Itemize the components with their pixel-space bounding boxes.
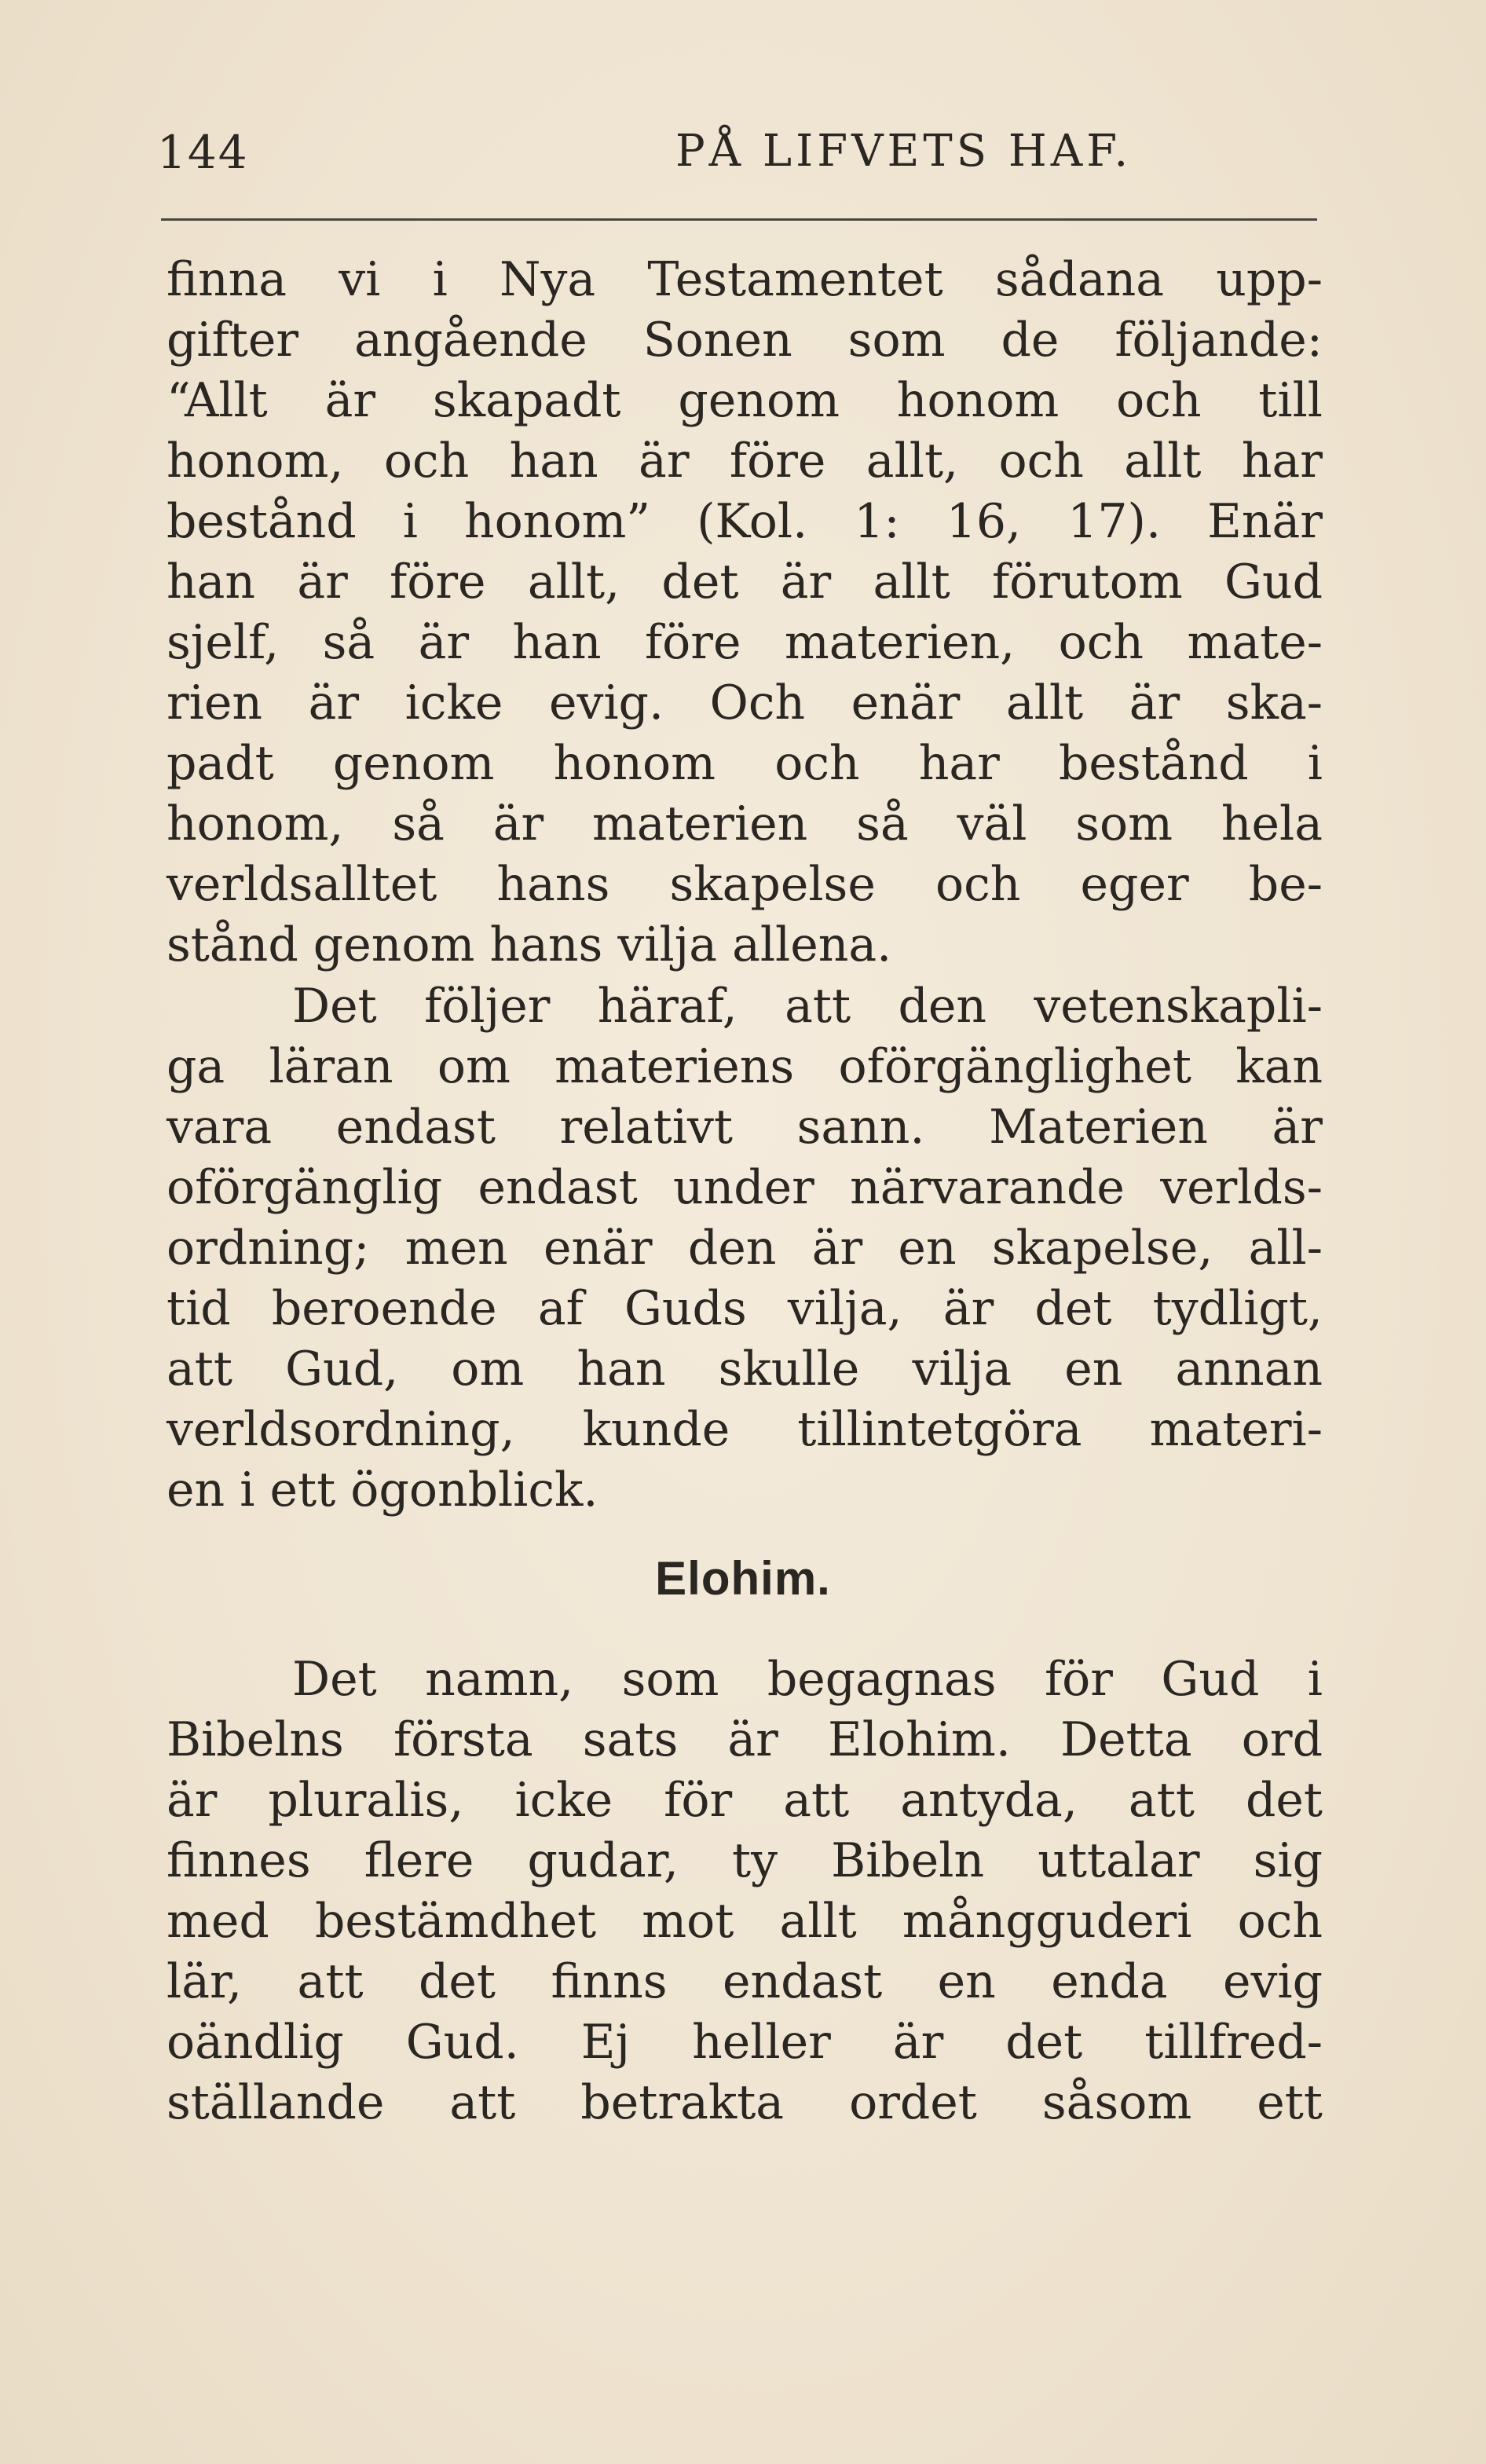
text-line: vara endast relativt sann. Materien är: [167, 1100, 1323, 1155]
text-line: Det följer häraf, att den vetenskapli-: [292, 979, 1323, 1034]
text-line: lär, att det finns endast en enda evig: [167, 1954, 1323, 2009]
text-line: ställande att betrakta ordet såsom ett: [167, 2075, 1323, 2130]
text-line: rien är icke evig. Och enär allt är ska-: [167, 675, 1323, 730]
text-line: sjelf, så är han före materien, och mate-: [167, 615, 1323, 670]
text-line: oförgänglig endast under närvarande verlds-: [167, 1160, 1323, 1215]
text-line: finnes flere gudar, ty Bibeln uttalar sig: [167, 1833, 1323, 1888]
text-line: “Allt är skapadt genom honom och till: [167, 373, 1323, 428]
text-line: finna vi i Nya Testamentet sådana upp-: [167, 252, 1323, 307]
text-line: Bibelns första sats är Elohim. Detta ord: [167, 1712, 1323, 1767]
text-line: ga läran om materiens oförgänglighet kan: [167, 1039, 1323, 1094]
text-line: en i ett ögonblick.: [167, 1463, 598, 1518]
paragraph: [167, 1649, 1323, 2133]
text-line: stånd genom hans vilja allena.: [167, 917, 892, 972]
section-heading: Elohim.: [655, 1552, 831, 1605]
paragraph: [167, 976, 1323, 1521]
text-line: gifter angående Sonen som de följande:: [167, 313, 1323, 368]
text-line: honom, så är materien så väl som hela: [167, 796, 1323, 851]
text-line: padt genom honom och har bestånd i: [167, 736, 1323, 791]
text-line: tid beroende af Guds vilja, är det tydligt,: [167, 1281, 1323, 1336]
text-line: verldsordning, kunde tillintetgöra materi-: [167, 1402, 1323, 1457]
text-line: att Gud, om han skulle vilja en annan: [167, 1342, 1323, 1397]
paragraph-continuation: [167, 250, 1323, 976]
page-number: 144: [157, 126, 249, 179]
text-line: med bestämdhet mot allt mångguderi och: [167, 1894, 1323, 1949]
text-line: verldsalltet hans skapelse och eger be-: [167, 857, 1323, 912]
text-line: är pluralis, icke för att antyda, att det: [167, 1773, 1323, 1828]
running-title: PÅ LIFVETS HAF.: [675, 126, 1133, 177]
text-line: Det namn, som begagnas för Gud i: [292, 1652, 1323, 1707]
text-line: han är före allt, det är allt förutom Gud: [167, 555, 1323, 610]
header-rule: [161, 218, 1317, 221]
text-line: ordning; men enär den är en skapelse, all-: [167, 1221, 1323, 1276]
text-line: oändlig Gud. Ej heller är det tillfred-: [167, 2015, 1323, 2070]
page-header: [157, 126, 1327, 181]
text-line: honom, och han är före allt, och allt har: [167, 434, 1323, 489]
text-line: bestånd i honom” (Kol. 1: 16, 17). Enär: [167, 494, 1323, 549]
